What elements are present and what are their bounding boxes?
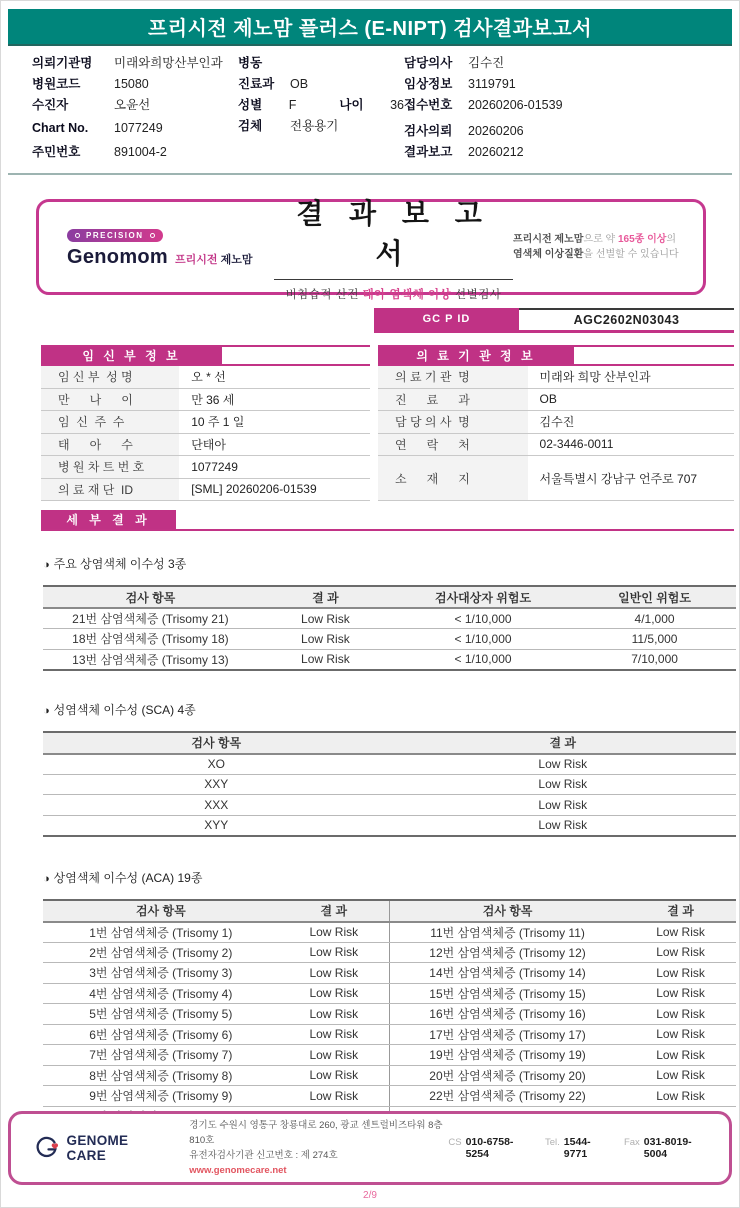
contact-number: 010-6758-5254 [465,1136,514,1160]
table-cell: Low Risk [279,1086,390,1107]
table-cell: Low Risk [279,942,390,963]
table-row [43,1065,736,1086]
table-cell: Low Risk [258,629,393,650]
detail-results-header [41,510,734,531]
contact-number: 1544-9771 [563,1136,591,1160]
subtitle-prefix: 비침습적 산전 [285,289,363,301]
table-cell: XXY [43,774,390,795]
table-row [43,922,736,943]
contact-tel [545,1136,608,1160]
info-label: 의 료 재 단 ID [41,479,179,501]
field-label: 진료과 [238,77,275,91]
emr-column-middle [238,53,404,163]
half-circle-bullet-icon: ◑ [43,872,50,885]
table-row [43,629,736,650]
table-cell: 11번 삼염색체증 (Trisomy 11) [389,922,625,943]
table-cell: Low Risk [279,983,390,1004]
info-tables [41,345,734,501]
table-row [43,983,736,1004]
table-row [43,1004,736,1025]
table-cell: XO [43,754,390,775]
contact-cs [448,1136,529,1160]
contact-label: Tel. [545,1137,560,1148]
table-cell: 12번 삼염색체증 (Trisomy 12) [389,942,625,963]
emr-field [404,53,732,74]
section-title: 임 신 부 정 보 [41,347,222,364]
column-header: 검사 항목 [43,586,258,608]
field-value: 15080 [114,77,149,91]
note-text: 으로 약 [583,233,618,245]
table-cell: Low Risk [625,922,736,943]
info-label: 임 신 주 수 [41,411,179,433]
note-brand: 프리시전 제노맘 [513,233,584,245]
half-circle-bullet-icon: ◑ [43,559,50,571]
info-value: 10 주 1 일 [191,415,245,430]
table-header-row [43,586,736,608]
table-cell: Low Risk [625,983,736,1004]
gcpid-label: GC P ID [374,308,519,330]
info-label: 연 락 처 [378,434,528,456]
info-label: 임 신 부 성 명 [41,366,179,388]
table-cell: Low Risk [390,754,737,775]
patient-info-table [41,345,370,501]
info-label: 병 원 차 트 번 호 [41,456,179,478]
contact-label: Fax [623,1137,640,1148]
subtitle-suffix: 선별검사 [451,289,502,301]
table-cell: Low Risk [279,922,390,943]
table-cell: 15번 삼염색체증 (Trisomy 15) [389,983,625,1004]
table-cell: Low Risk [258,608,393,629]
patient-info-rows [41,366,370,501]
website-link[interactable]: www.genomecare.net [189,1165,287,1177]
brand-sub-accent: 프리시전 [175,254,218,266]
table-cell: 18번 삼염색체증 (Trisomy 18) [43,629,258,650]
info-label: 만 나 이 [41,389,179,411]
table-cell: Low Risk [625,1004,736,1025]
genomom-logo [39,225,274,269]
hospital-info-header [378,345,734,366]
page-number: 2/9 [363,1190,377,1201]
emr-field [32,95,238,116]
heading-text: 상염색체 이수성 (ACA) 19종 [53,870,203,885]
table-header-row [43,732,736,754]
footer-box [8,1111,732,1185]
banner-title: 프리시전 제노맘 플러스 (E-NIPT) 검사결과보고서 [147,18,593,40]
table-row [43,942,736,963]
field-value: 20260206 [468,124,524,138]
info-row [41,479,370,502]
genome-care-logo-text: GENOME CARE [66,1133,129,1163]
genome-care-logo [33,1133,163,1163]
info-value: [SML] 20260206-01539 [191,482,317,497]
field-value: 36 [390,98,405,112]
emr-field [32,121,238,142]
emr-field [404,142,732,163]
table-cell: 17번 삼염색체증 (Trisomy 17) [389,1024,625,1045]
column-header: 결 과 [279,900,390,922]
registration-line: 유전자검사기관 신고번호 : 제 274호 [189,1150,338,1161]
info-value: 02-3446-0011 [539,437,614,452]
table-cell: Low Risk [390,815,737,836]
info-value: 단태아 [191,437,226,452]
genome-care-logo-icon [33,1135,61,1162]
table-cell: XXX [43,795,390,816]
emr-field [238,116,404,137]
contact-fax [624,1136,707,1160]
info-value: 만 36 세 [191,392,235,407]
subtitle-accent: 태아 염색체 이상 [362,289,452,301]
table-cell: 16번 삼염색체증 (Trisomy 16) [389,1004,625,1025]
info-row [41,434,370,457]
table-cell: 6번 삼염색체증 (Trisomy 6) [43,1024,279,1045]
hospital-info-rows [378,366,734,501]
field-label: 접수번호 [404,98,453,112]
contact-label: CS [448,1137,462,1148]
info-label: 담 당 의 사 명 [378,411,528,433]
table-cell: Low Risk [279,963,390,984]
info-row [378,434,734,457]
column-header: 일반인 위험도 [573,586,736,608]
section-heading-aca [43,869,739,886]
info-value: 미래와 희망 산부인과 [539,370,651,385]
field-label: 임상정보 [404,77,453,91]
field-label: 나이 [339,98,364,112]
emr-column-right [404,53,732,163]
table-cell: 7/10,000 [573,649,736,670]
table-cell: 22번 삼염색체증 (Trisomy 22) [389,1086,625,1107]
table-cell: 4번 삼염색체증 (Trisomy 4) [43,983,279,1004]
field-value: 김수진 [468,56,505,70]
note-text: 의 [666,233,677,245]
brand-sub-dark: 제노맘 [220,254,253,266]
table-cell: Low Risk [390,795,737,816]
info-row [378,389,734,412]
table-row [43,795,736,816]
table-cell: 9번 삼염색체증 (Trisomy 9) [43,1086,279,1107]
table-cell: Low Risk [279,1024,390,1045]
gcpid-bar [374,308,734,333]
report-header-box [36,198,706,301]
field-value: 20260212 [468,145,524,159]
table-cell: XYY [43,815,390,836]
info-label: 진 료 과 [378,389,528,411]
section-heading-main-trisomy [43,555,739,572]
field-label: 검체 [238,119,263,133]
note-text: 을 선별할 수 있습니다 [583,249,679,260]
report-title: 결 과 보 고 서 [274,192,513,280]
emr-field [32,74,238,95]
field-label: 수진자 [32,98,69,112]
badge-dot-icon [150,233,155,238]
field-value: 20260206-01539 [468,98,563,112]
emr-field [238,74,404,95]
column-header: 검사 항목 [389,900,625,922]
table-cell: 13번 삼염색체증 (Trisomy 13) [43,649,258,670]
brand-subtitle [175,251,252,267]
table-cell: Low Risk [390,774,737,795]
section-heading-sca [43,701,739,718]
footer-contacts [448,1136,707,1160]
info-label: 소 재 지 [378,456,528,500]
table-cell: 21번 삼염색체증 (Trisomy 21) [43,608,258,629]
info-value: 김수진 [539,415,575,430]
table-cell: 3번 삼염색체증 (Trisomy 3) [43,963,279,984]
table-row [43,1086,736,1107]
table-cell: Low Risk [258,649,393,670]
table-cell: 1번 삼염색체증 (Trisomy 1) [43,922,279,943]
column-header: 검사 항목 [43,900,279,922]
table-cell: Low Risk [625,1024,736,1045]
footer [8,1111,732,1201]
table-cell: 14번 삼염색체증 (Trisomy 14) [389,963,625,984]
table-row [43,963,736,984]
report-title-banner [8,9,732,44]
table-cell: 8번 삼염색체증 (Trisomy 8) [43,1065,279,1086]
info-value: 서울특별시 강남구 언주로 707 [539,471,698,486]
info-value: 오 * 선 [191,370,226,385]
field-label: 결과보고 [404,145,453,159]
field-label: 검사의뢰 [404,124,453,138]
table-row [43,774,736,795]
badge-label: PRECISION [86,231,144,240]
field-label: Chart No. [32,121,89,135]
table-cell: < 1/10,000 [393,649,573,670]
footer-address [189,1118,448,1179]
field-value: F [288,98,297,112]
contact-number: 031-8019-5004 [643,1136,692,1160]
table-cell: Low Risk [279,1004,390,1025]
column-header: 검사 항목 [43,732,390,754]
brand-line [67,246,274,269]
table-cell: Low Risk [279,1065,390,1086]
table-cell: < 1/10,000 [393,608,573,629]
info-row [41,456,370,479]
table-header-row [43,900,736,922]
table-row [43,1024,736,1045]
info-row [41,389,370,412]
half-circle-bullet-icon: ◑ [43,704,50,717]
table-cell: Low Risk [279,1045,390,1066]
report-note [513,232,703,263]
table-cell: 2번 삼염색체증 (Trisomy 2) [43,942,279,963]
field-label: 성별 [238,98,263,112]
table-row [43,608,736,629]
section-title: 세 부 결 과 [41,510,176,529]
table-cell: Low Risk [625,1065,736,1086]
table-cell: 20번 삼염색체증 (Trisomy 20) [389,1065,625,1086]
info-row [378,456,734,501]
hospital-info-table [378,345,734,501]
info-value: OB [539,392,557,407]
table-row [43,815,736,836]
info-row [378,411,734,434]
info-row [41,411,370,434]
table-cell: Low Risk [625,963,736,984]
table-cell: 4/1,000 [573,608,736,629]
badge-dot-icon [75,233,80,238]
field-label: 의뢰기관명 [32,56,93,70]
brand-name: Genomom [67,246,168,268]
column-header: 결 과 [390,732,737,754]
field-label: 병원코드 [32,77,81,91]
field-value: OB [290,77,309,91]
emr-field [404,95,732,116]
table-cell: 7번 삼염색체증 (Trisomy 7) [43,1045,279,1066]
column-header: 결 과 [258,586,393,608]
main-trisomy-table [43,585,736,671]
report-subtitle [274,286,513,302]
field-value: 오윤선 [114,98,151,112]
field-value: 1077249 [114,121,163,135]
field-value: 891004-2 [114,145,167,159]
emr-field [32,53,238,74]
heading-text: 성염색체 이수성 (SCA) 4종 [53,702,196,717]
address-line: 경기도 수원시 영통구 창룡대로 260, 광교 센트럴비즈타워 8층 810호 [189,1119,443,1146]
gcpid-value: AGC2602N03043 [519,308,734,330]
emr-column-left [32,53,238,163]
sca-table [43,731,736,837]
emr-field [238,53,404,74]
table-cell: Low Risk [625,942,736,963]
table-cell: Low Risk [625,1086,736,1107]
field-value: 3119791 [468,77,516,91]
field-value: 미래와희망산부인과 [114,56,223,70]
table-cell: Low Risk [625,1045,736,1066]
emr-field [404,74,732,95]
table-row [43,649,736,670]
section-title: 의 료 기 관 정 보 [378,347,574,364]
table-cell: < 1/10,000 [393,629,573,650]
table-cell: 19번 삼염색체증 (Trisomy 19) [389,1045,625,1066]
table-row [43,754,736,775]
note-disease: 염색체 이상질환 [513,249,584,260]
note-count: 165종 이상 [617,233,667,245]
info-label: 의 료 기 관 명 [378,366,528,388]
field-value: 전용용기 [290,119,339,133]
emr-header [8,44,732,175]
aca-table [43,899,736,1128]
precision-badge [67,229,163,242]
field-label: 주민번호 [32,145,81,159]
table-cell: 5번 삼염색체증 (Trisomy 5) [43,1004,279,1025]
field-label: 담당의사 [404,56,453,70]
column-header: 검사대상자 위험도 [393,586,573,608]
column-header: 결 과 [625,900,736,922]
emr-field [238,95,404,116]
info-value: 1077249 [191,459,238,474]
heading-text: 주요 상염색체 이수성 3종 [53,557,187,571]
patient-info-header [41,345,370,366]
info-label: 태 아 수 [41,434,179,456]
info-row [41,366,370,389]
info-row [378,366,734,389]
emr-field [404,121,732,142]
report-title-block [274,192,513,302]
table-cell: 11/5,000 [573,629,736,650]
emr-field [32,142,238,163]
table-row [43,1045,736,1066]
field-label: 병동 [238,56,263,70]
